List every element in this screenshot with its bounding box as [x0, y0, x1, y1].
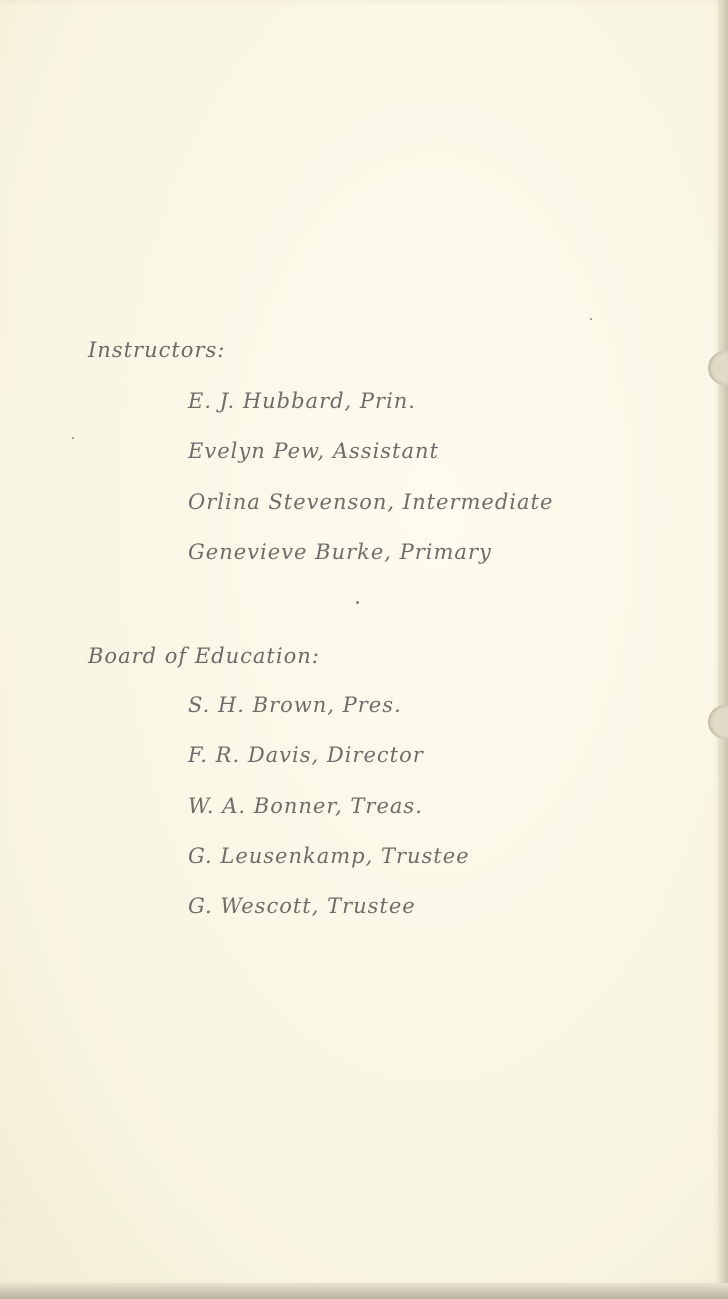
page-bottom-edge — [0, 1283, 728, 1299]
instructor-entry: Evelyn Pew, Assistant — [188, 439, 439, 463]
instructors-heading: Instructors: — [88, 338, 226, 362]
board-member-entry: W. A. Bonner, Treas. — [188, 794, 423, 818]
instructor-entry: Genevieve Burke, Primary — [188, 540, 492, 564]
instructor-entry: Orlina Stevenson, Intermediate — [188, 490, 554, 514]
paper-speck — [590, 318, 592, 320]
board-member-entry: G. Wescott, Trustee — [188, 894, 416, 918]
paper-speck — [356, 601, 359, 604]
board-member-entry: F. R. Davis, Director — [188, 743, 424, 767]
board-member-entry: S. H. Brown, Pres. — [188, 693, 402, 717]
paper-speck — [72, 437, 74, 439]
board-heading: Board of Education: — [88, 644, 320, 668]
board-member-entry: G. Leusenkamp, Trustee — [188, 844, 470, 868]
page-edge — [718, 0, 728, 1299]
instructor-entry: E. J. Hubbard, Prin. — [188, 389, 416, 413]
